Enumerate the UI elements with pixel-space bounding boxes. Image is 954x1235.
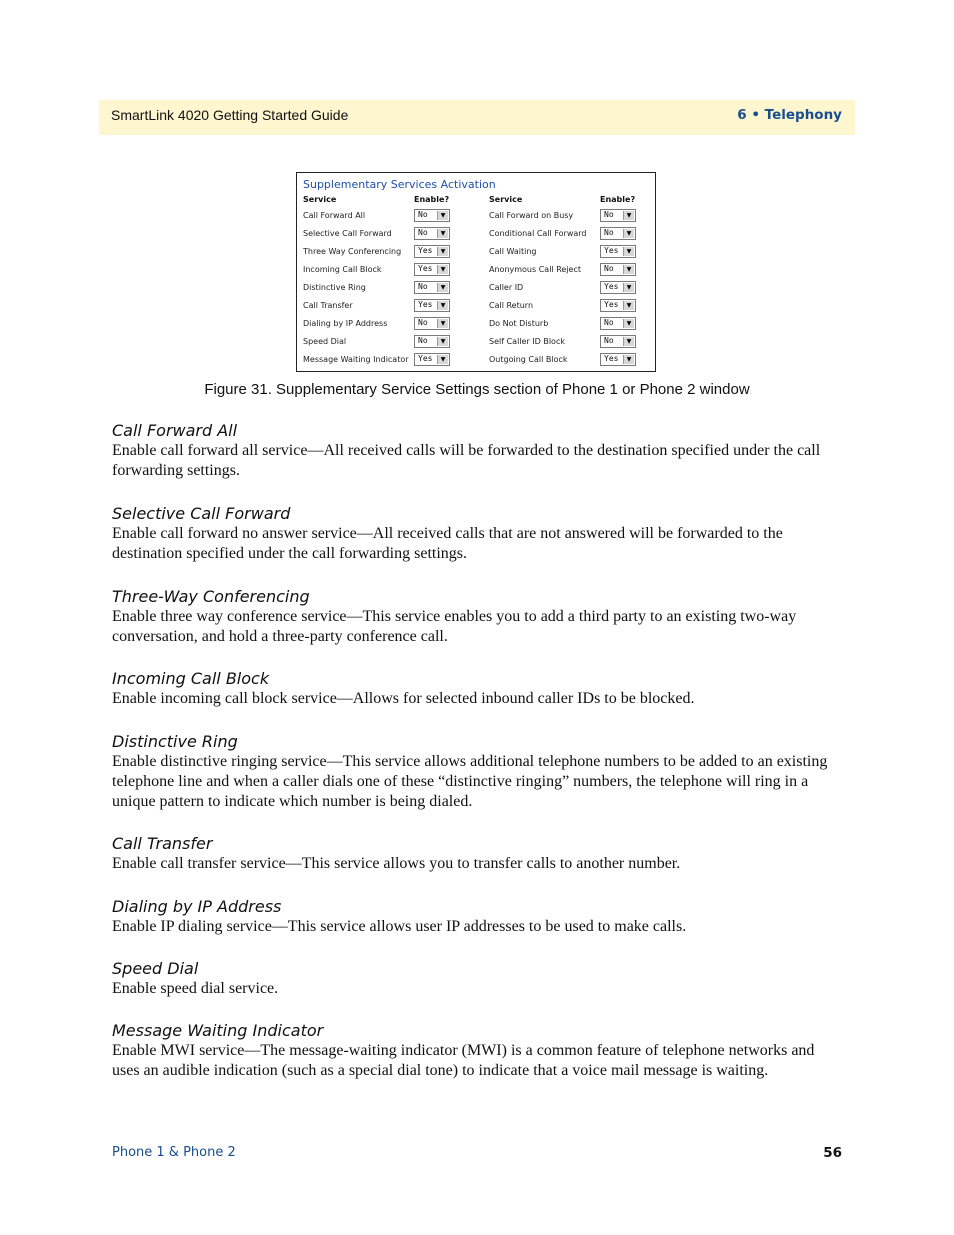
- select-value: Yes: [604, 354, 619, 363]
- enable-select[interactable]: [600, 245, 636, 258]
- service-label: Call Return: [489, 301, 534, 310]
- section-heading: Call Transfer: [112, 834, 213, 853]
- enable-select[interactable]: [600, 335, 636, 348]
- section-heading: Incoming Call Block: [112, 669, 270, 688]
- enable-select[interactable]: [414, 299, 450, 312]
- section-body: Enable IP dialing service—This service allows user IP addresses to be used to make calls.: [112, 918, 687, 935]
- service-label: Dialing by IP Address: [303, 319, 388, 328]
- section-heading: Three-Way Conferencing: [112, 587, 310, 606]
- service-label: Anonymous Call Reject: [489, 265, 581, 274]
- enable-select[interactable]: [600, 353, 636, 366]
- enable-select[interactable]: [600, 317, 636, 330]
- section-call-forward-all: [112, 421, 842, 481]
- service-label: Self Caller ID Block: [489, 337, 565, 346]
- left-service-header: Service: [303, 195, 337, 204]
- chevron-down-icon: ▼: [623, 229, 634, 238]
- enable-select[interactable]: [600, 263, 636, 276]
- enable-select[interactable]: [414, 281, 450, 294]
- select-value: No: [418, 282, 428, 291]
- select-value: Yes: [418, 300, 433, 309]
- service-label: Call Forward All: [303, 211, 366, 220]
- chevron-down-icon: ▼: [623, 265, 634, 274]
- chevron-down-icon: ▼: [437, 355, 448, 364]
- section-heading: Message Waiting Indicator: [112, 1021, 324, 1040]
- section-heading: Speed Dial: [112, 959, 199, 978]
- service-label: Call Transfer: [303, 301, 353, 310]
- section-heading: Distinctive Ring: [112, 732, 238, 751]
- service-label: Incoming Call Block: [303, 265, 382, 274]
- section-message-waiting-indicator: [112, 1021, 842, 1081]
- chevron-down-icon: ▼: [437, 247, 448, 256]
- guide-title: SmartLink 4020 Getting Started Guide: [111, 107, 349, 123]
- chevron-down-icon: ▼: [437, 283, 448, 292]
- right-enable-header: Enable?: [600, 195, 636, 204]
- section-body: Enable three way conference service—This service enables you to add a third party to an existing two-way conversation, and hold a three-party conference call.: [112, 608, 797, 645]
- chevron-down-icon: ▼: [437, 301, 448, 310]
- enable-select[interactable]: [414, 263, 450, 276]
- select-value: No: [604, 318, 614, 327]
- section-dialing-by-ip-address: [112, 897, 842, 937]
- chevron-down-icon: ▼: [623, 319, 634, 328]
- section-distinctive-ring: [112, 732, 842, 812]
- enable-select[interactable]: [600, 299, 636, 312]
- section-body: Enable incoming call block service—Allows for selected inbound caller IDs to be blocked.: [112, 690, 695, 707]
- chapter-title: 6 • Telephony: [737, 107, 842, 123]
- select-value: Yes: [604, 300, 619, 309]
- service-label: Speed Dial: [303, 337, 347, 346]
- section-body: Enable call transfer service—This service allows you to transfer calls to another number.: [112, 855, 681, 872]
- service-label: Call Waiting: [489, 247, 537, 256]
- chevron-down-icon: ▼: [623, 355, 634, 364]
- service-label: Three Way Conferencing: [303, 247, 402, 256]
- section-body: Enable distinctive ringing service—This service allows additional telephone numbers to be added to an existing telephone line and when a caller dials one of these “distinctive ringing” numbers, the telephone will ring in a unique pattern to indicate which number is being dialed.: [112, 753, 828, 810]
- service-label: Do Not Disturb: [489, 319, 549, 328]
- enable-select[interactable]: [414, 227, 450, 240]
- select-value: No: [418, 210, 428, 219]
- service-label: Call Forward on Busy: [489, 211, 574, 220]
- page-header: [99, 100, 855, 135]
- section-body: Enable call forward all service—All received calls will be forwarded to the destination specified under the call forwarding settings.: [112, 442, 821, 479]
- section-body: Enable MWI service—The message-waiting indicator (MWI) is a common feature of telephone networks and uses an audible indication (such as a special dial tone) to indicate that a voice mail message is waiting.: [112, 1042, 815, 1079]
- select-value: No: [418, 228, 428, 237]
- section-heading: Selective Call Forward: [112, 504, 291, 523]
- service-label: Caller ID: [489, 283, 524, 292]
- section-body: Enable call forward no answer service—All received calls that are not answered will be forwarded to the destination specified under the call forwarding settings.: [112, 525, 783, 562]
- select-value: No: [418, 318, 428, 327]
- chevron-down-icon: ▼: [437, 211, 448, 220]
- enable-select[interactable]: [414, 209, 450, 222]
- select-value: No: [604, 264, 614, 273]
- select-value: No: [604, 336, 614, 345]
- chevron-down-icon: ▼: [623, 301, 634, 310]
- select-value: Yes: [418, 246, 433, 255]
- chevron-down-icon: ▼: [623, 211, 634, 220]
- chevron-down-icon: ▼: [437, 265, 448, 274]
- select-value: Yes: [604, 246, 619, 255]
- service-label: Outgoing Call Block: [489, 355, 568, 364]
- section-body: Enable speed dial service.: [112, 980, 279, 997]
- chevron-down-icon: ▼: [437, 229, 448, 238]
- chevron-down-icon: ▼: [623, 283, 634, 292]
- select-value: No: [604, 210, 614, 219]
- section-call-transfer: [112, 834, 842, 874]
- section-incoming-call-block: [112, 669, 842, 709]
- chevron-down-icon: ▼: [437, 319, 448, 328]
- right-service-header: Service: [489, 195, 523, 204]
- section-three-way-conferencing: [112, 587, 842, 647]
- figure-caption: Figure 31. Supplementary Service Settings section of Phone 1 or Phone 2 window: [204, 381, 750, 398]
- enable-select[interactable]: [600, 281, 636, 294]
- supplementary-services-figure: [296, 172, 656, 372]
- service-label: Conditional Call Forward: [489, 229, 587, 238]
- select-value: No: [418, 336, 428, 345]
- section-heading: Dialing by IP Address: [112, 897, 282, 916]
- section-heading: Call Forward All: [112, 421, 238, 440]
- enable-select[interactable]: [414, 245, 450, 258]
- enable-select[interactable]: [600, 227, 636, 240]
- service-label: Selective Call Forward: [303, 229, 392, 238]
- select-value: Yes: [418, 354, 433, 363]
- footer-section-name: Phone 1 & Phone 2: [112, 1145, 236, 1160]
- service-label: Distinctive Ring: [303, 283, 366, 292]
- enable-select[interactable]: [414, 335, 450, 348]
- enable-select[interactable]: [600, 209, 636, 222]
- select-value: Yes: [604, 282, 619, 291]
- chevron-down-icon: ▼: [623, 247, 634, 256]
- section-selective-call-forward: [112, 504, 842, 564]
- enable-select[interactable]: [414, 353, 450, 366]
- chevron-down-icon: ▼: [623, 337, 634, 346]
- figure-title: Supplementary Services Activation: [303, 178, 496, 191]
- select-value: No: [604, 228, 614, 237]
- select-value: Yes: [418, 264, 433, 273]
- left-enable-header: Enable?: [414, 195, 450, 204]
- section-speed-dial: [112, 959, 842, 999]
- chevron-down-icon: ▼: [437, 337, 448, 346]
- page-number: 56: [823, 1145, 842, 1161]
- enable-select[interactable]: [414, 317, 450, 330]
- service-label: Message Waiting Indicator: [303, 355, 409, 364]
